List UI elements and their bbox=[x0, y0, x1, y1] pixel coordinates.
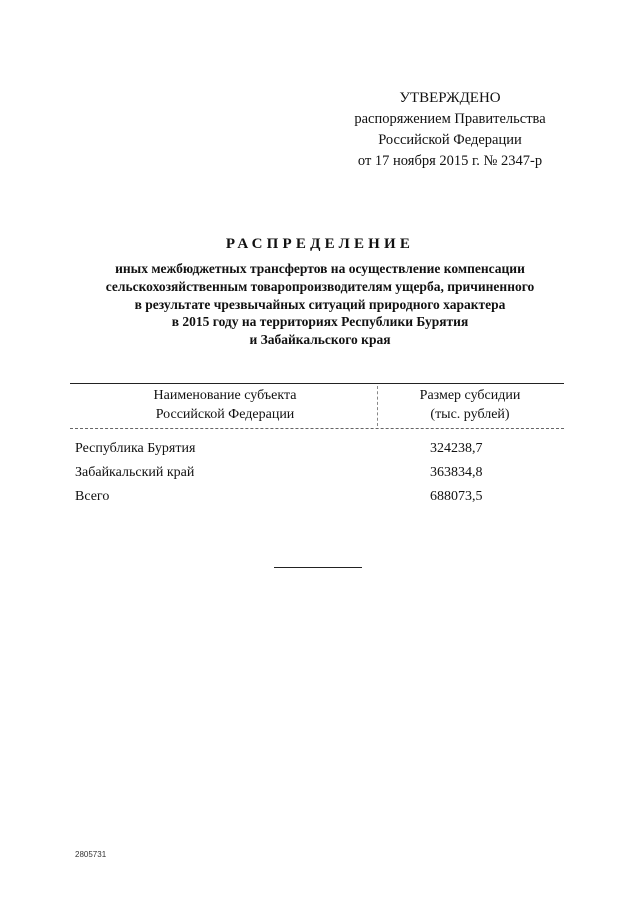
document-subtitle bbox=[60, 260, 580, 349]
total-label: Всего bbox=[75, 489, 110, 504]
approval-heading: УТВЕРЖДЕНО bbox=[399, 90, 501, 106]
total-value: 688073,5 bbox=[430, 489, 483, 504]
column-header-region bbox=[100, 386, 350, 424]
document-code: 2805731 bbox=[75, 850, 107, 859]
subtitle-line: и Забайкальского края bbox=[249, 332, 391, 348]
column-header-region-line-1: Наименование субъекта bbox=[153, 388, 297, 403]
document-title: РАСПРЕДЕЛЕНИЕ bbox=[225, 236, 415, 252]
column-header-subsidy bbox=[385, 386, 555, 424]
approval-line-2: Российской Федерации bbox=[378, 132, 522, 148]
table-header-rule bbox=[70, 428, 564, 429]
subtitle-line: в результате чрезвычайных ситуаций природного характера bbox=[134, 296, 506, 312]
approval-line-3: от 17 ноября 2015 г. № 2347-р bbox=[357, 153, 543, 169]
region-name: Забайкальский край bbox=[75, 465, 195, 480]
approval-block bbox=[340, 88, 560, 172]
column-header-subsidy-line-2: (тыс. рублей) bbox=[430, 407, 510, 422]
subtitle-line: в 2015 году на территориях Республики Бурятия bbox=[171, 314, 469, 330]
table-top-rule bbox=[70, 383, 564, 384]
region-name: Республика Бурятия bbox=[75, 441, 196, 456]
subtitle-line: сельскохозяйственным товаропроизводителям ущерба, причиненного bbox=[105, 278, 535, 294]
approval-line-1: распоряжением Правительства bbox=[354, 111, 546, 127]
subtitle-line: иных межбюджетных трансфертов на осуществление компенсации bbox=[115, 261, 525, 276]
subsidy-value: 363834,8 bbox=[430, 465, 483, 480]
column-header-region-line-2: Российской Федерации bbox=[155, 407, 295, 422]
subsidy-value: 324238,7 bbox=[430, 441, 483, 456]
table-column-separator bbox=[377, 386, 378, 426]
end-divider bbox=[274, 567, 362, 568]
column-header-subsidy-line-1: Размер субсидии bbox=[419, 388, 521, 403]
